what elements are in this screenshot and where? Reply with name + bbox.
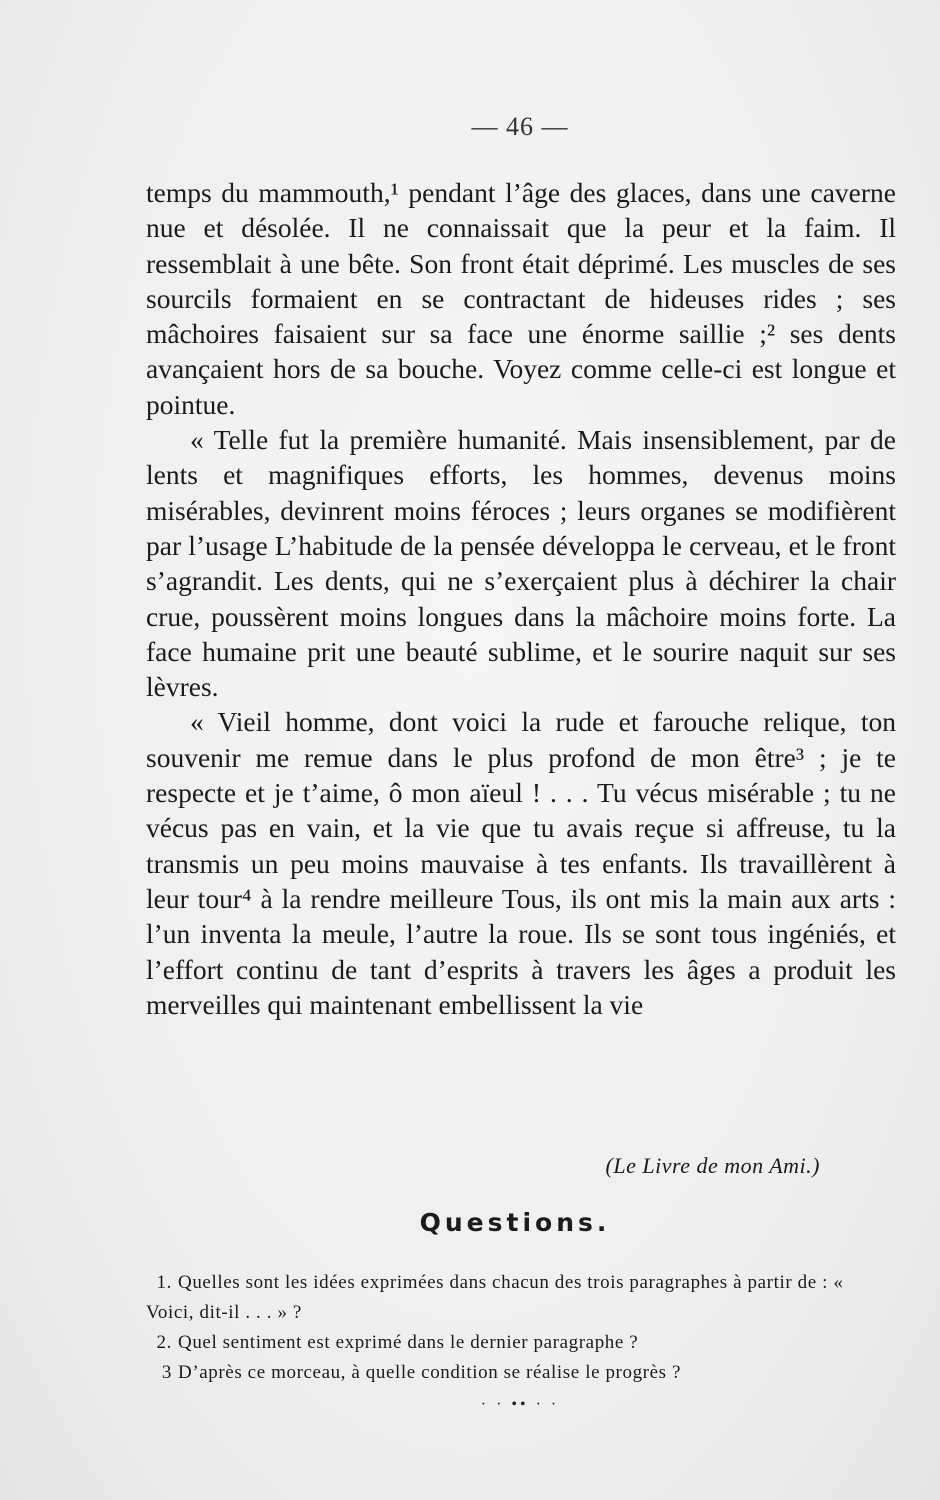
question-number: 2. <box>156 1332 172 1353</box>
question-number: 3 <box>161 1362 172 1383</box>
question-item <box>146 1358 896 1388</box>
question-text: D’après ce morceau, à quelle condition se réalise le progrès ? <box>178 1362 682 1383</box>
paragraph-3: « Vieil homme, dont voici la rude et farouche relique, ton souvenir me remue dans le plus profond de mon être³ ; je te respecte et je t’aime, ô mon aïeul ! . . . Tu vécus misérable ; tu ne vécus pas en vain, et la vie que tu avais reçue si affreuse, tu la transmis un peu moins mauvaise à tes enfants. Ils travaillèrent à leur tour⁴ à la rendre meilleure Tous, ils ont mis la main aux arts : l’un inventa la meule, l’autre la roue. Ils se sont tous ingéniés, et l’effort continu de tant d’esprits à travers les âges a produit les merveilles qui maintenant embellissent la vie <box>146 706 896 1020</box>
questions-heading: Questions. <box>419 1208 611 1237</box>
question-text: Quelles sont les idées exprimées dans chacun des trois paragraphes à partir de : « Voici, dit-il . . . » ? <box>146 1272 844 1323</box>
question-number: 1. <box>156 1272 172 1293</box>
question-item <box>146 1328 896 1358</box>
question-item <box>146 1268 896 1328</box>
end-ornament: · · •• · · <box>480 1396 560 1413</box>
source-citation: (Le Livre de mon Ami.) <box>605 1153 820 1178</box>
page-number: — 46 — <box>471 112 569 141</box>
body-text <box>146 175 896 1022</box>
question-text: Quel sentiment est exprimé dans le dernier paragraphe ? <box>178 1332 639 1353</box>
paragraph-2: « Telle fut la première humanité. Mais insensiblement, par de lents et magnifiques efforts, les hommes, devenus moins misérables, devinrent moins féroces ; leurs organes se modifièrent par l’usage L’habitude de la pensée développa le cerveau, et le front s’agrandit. Les dents, qui ne s’exerçaient plus à déchirer la chair crue, poussèrent moins longues dans la mâchoire moins forte. La face humaine prit une beauté sublime, et le sourire naquit sur ses lèvres. <box>146 424 896 703</box>
paragraph-1: temps du mammouth,¹ pendant l’âge des glaces, dans une caverne nue et désolée. Il ne connaissait que la peur et la faim. Il ressemblait à une bête. Son front était déprimé. Les muscles de ses sourcils formaient en se contractant de hideuses rides ; ses mâchoires faisaient sur sa face une énorme saillie ;² ses dents avançaient hors de sa bouche. Voyez comme celle-ci est longue et pointue. <box>146 177 896 420</box>
questions-list <box>146 1268 896 1388</box>
